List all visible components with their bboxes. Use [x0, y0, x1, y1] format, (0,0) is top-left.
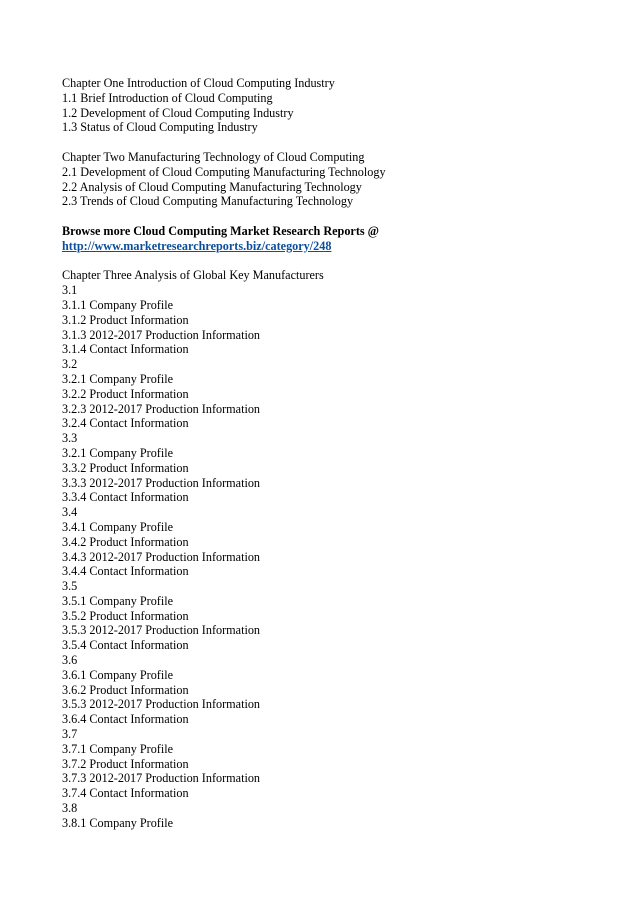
toc-line: 3.2.4 Contact Information — [62, 416, 189, 431]
toc-line: 3.4.1 Company Profile — [62, 519, 174, 534]
toc-line: 1.1 Brief Introduction of Cloud Computing — [62, 90, 273, 105]
toc-line: 3.5.3 2012-2017 Production Information — [62, 697, 261, 712]
toc-line: 2.1 Development of Cloud Computing Manufacturing Technology — [62, 164, 386, 179]
toc-line: 3.3.3 2012-2017 Production Information — [62, 475, 261, 490]
promo-block — [62, 224, 622, 254]
toc-line: 3.4 — [62, 505, 78, 520]
toc-line: 3.6.1 Company Profile — [62, 667, 174, 682]
toc-line: 3.8.1 Company Profile — [62, 815, 174, 830]
spacer — [62, 135, 622, 150]
toc-line: 3.2.2 Product Information — [62, 386, 189, 401]
toc-line: 3.7.1 Company Profile — [62, 741, 174, 756]
document-page — [62, 76, 622, 831]
toc-line: 3.3 — [62, 431, 78, 446]
toc-line: 3.5 — [62, 579, 78, 594]
spacer — [62, 209, 622, 224]
toc-line: 3.7.3 2012-2017 Production Information — [62, 771, 261, 786]
toc-line: 3.2.1 Company Profile — [62, 371, 174, 386]
chapter-three-block — [62, 268, 622, 830]
toc-line: 1.2 Development of Cloud Computing Industry — [62, 105, 294, 120]
toc-line: 1.3 Status of Cloud Computing Industry — [62, 120, 258, 135]
toc-line: 3.1.3 2012-2017 Production Information — [62, 327, 261, 342]
toc-line: 3.6.4 Contact Information — [62, 712, 189, 727]
toc-line: 3.4.4 Contact Information — [62, 564, 189, 579]
toc-line: 3.4.2 Product Information — [62, 534, 189, 549]
chapter-two-block — [62, 150, 622, 209]
toc-line: 3.4.3 2012-2017 Production Information — [62, 549, 261, 564]
promo-link[interactable]: http://www.marketresearchreports.biz/category/248 — [62, 238, 332, 253]
spacer — [62, 254, 622, 269]
chapter-one-heading: Chapter One Introduction of Cloud Computing Industry — [62, 76, 335, 90]
toc-line: 3.1 — [62, 283, 78, 298]
toc-line: 3.7.2 Product Information — [62, 756, 189, 771]
chapter-one-block — [62, 76, 622, 135]
toc-line: 3.3.2 Product Information — [62, 460, 189, 475]
toc-line: 2.3 Trends of Cloud Computing Manufacturing Technology — [62, 194, 354, 209]
toc-line: 3.7 — [62, 727, 78, 742]
chapter-two-heading: Chapter Two Manufacturing Technology of Cloud Computing — [62, 149, 365, 164]
toc-line: 3.5.4 Contact Information — [62, 638, 189, 653]
toc-line: 3.5.2 Product Information — [62, 608, 189, 623]
toc-line: 3.2 — [62, 357, 78, 372]
toc-line: 3.2.1 Company Profile — [62, 445, 174, 460]
toc-line: 3.8 — [62, 801, 78, 816]
toc-line: 3.3.4 Contact Information — [62, 490, 189, 505]
toc-line: 3.7.4 Contact Information — [62, 786, 189, 801]
toc-line: 2.2 Analysis of Cloud Computing Manufacturing Technology — [62, 179, 362, 194]
toc-line: 3.6.2 Product Information — [62, 682, 189, 697]
toc-line: 3.2.3 2012-2017 Production Information — [62, 401, 261, 416]
toc-line: 3.1.1 Company Profile — [62, 297, 174, 312]
toc-line: 3.6 — [62, 653, 78, 668]
toc-line: 3.5.1 Company Profile — [62, 593, 174, 608]
toc-line: 3.5.3 2012-2017 Production Information — [62, 623, 261, 638]
promo-text: Browse more Cloud Computing Market Research Reports @ — [62, 223, 380, 238]
chapter-three-heading: Chapter Three Analysis of Global Key Manufacturers — [62, 268, 324, 283]
toc-line: 3.1.4 Contact Information — [62, 342, 189, 357]
toc-line: 3.1.2 Product Information — [62, 312, 189, 327]
